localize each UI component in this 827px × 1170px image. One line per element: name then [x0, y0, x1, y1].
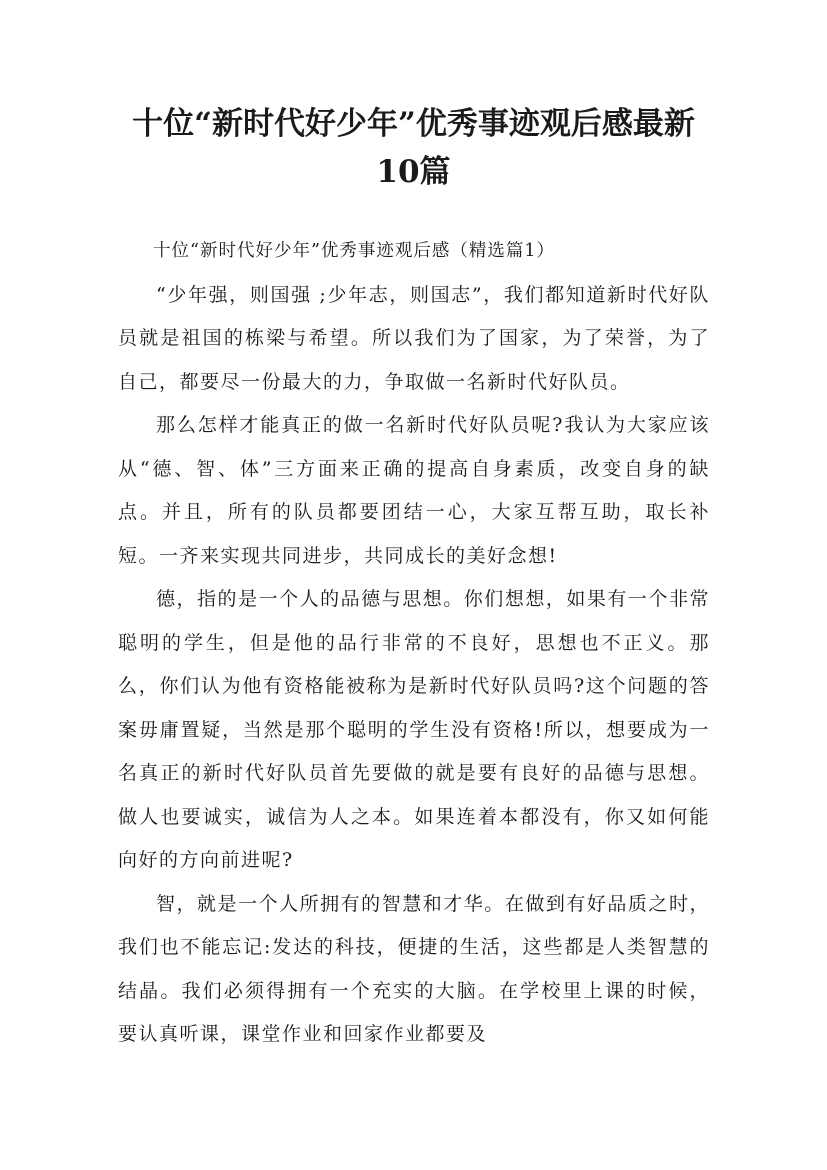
paragraph-4: 智，就是一个人所拥有的智慧和才华。在做到有好品质之时，我们也不能忘记:发达的科技，便捷的生活，这些都是人类智慧的结晶。我们必须得拥有一个充实的大脑。在学校里上课的时候，要认真听课，课堂作业和回家作业都要及 — [118, 892, 710, 1045]
paragraph-3: 德，指的是一个人的品德与思想。你们想想，如果有一个非常聪明的学生，但是他的品行非常的不良好，思想也不正义。那么，你们认为他有资格能被称为是新时代好队员吗?这个问题的答案毋庸置疑，当然是那个聪明的学生没有资格!所以，想要成为一名真正的新时代好队员首先要做的就是要有良好的品德与思想。做人也要诚实，诚信为人之本。如果连着本都没有，你又如何能向好的方向前进呢? — [118, 588, 710, 871]
title-line-2: 10篇 — [376, 154, 451, 190]
section-heading: 十位“新时代好少年”优秀事迹观后感（精选篇1） — [153, 241, 556, 261]
document-title — [100, 100, 727, 196]
title-line-1: 十位“新时代好少年”优秀事迹观后感最新 — [132, 106, 695, 142]
paragraph-2: 那么怎样才能真正的做一名新时代好队员呢?我认为大家应该从“德、智、体”三方面来正确的提高自身素质，改变自身的缺点。并且，所有的队员都要团结一心，大家互帮互助，取长补短。一齐来实现共同进步，共同成长的美好念想! — [118, 414, 710, 567]
document-body — [118, 230, 710, 1057]
paragraph-1: “少年强，则国强 ;少年志，则国志”，我们都知道新时代好队员就是祖国的栋梁与希望。所以我们为了国家，为了荣誉，为了自己，都要尽一份最大的力，争取做一名新时代好队员。 — [118, 283, 710, 393]
